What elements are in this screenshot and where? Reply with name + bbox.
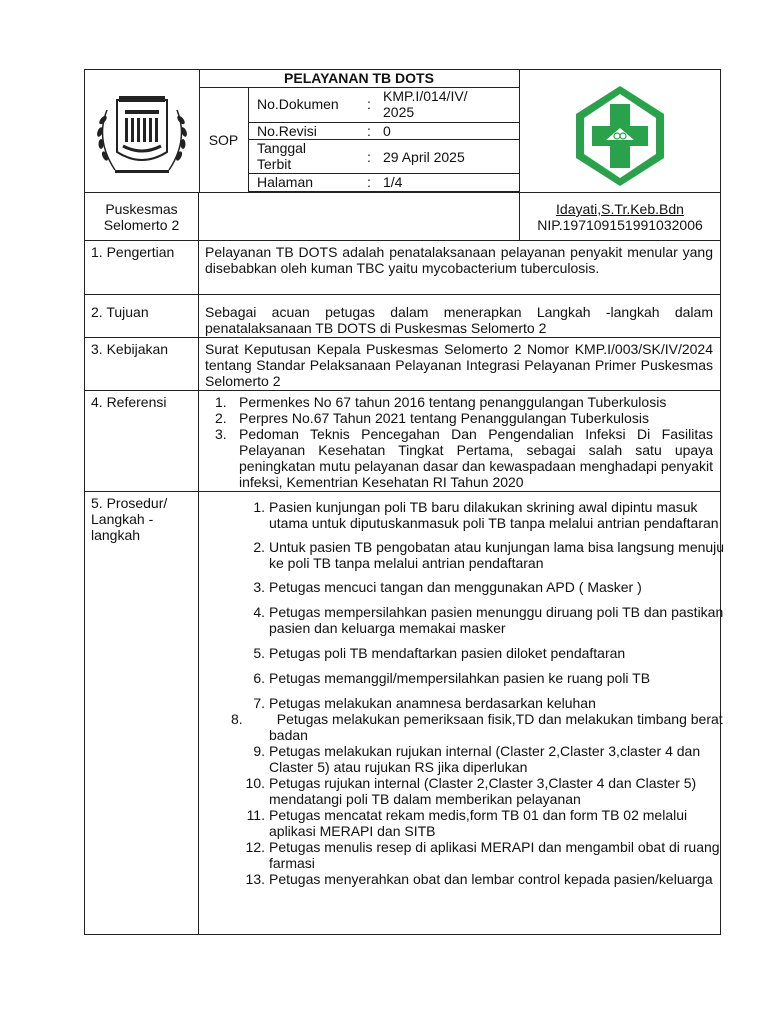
puskesmas-logo (519, 70, 721, 192)
list-item (205, 394, 713, 410)
section-text: Sebagai acuan petugas dalam menerapkan Langkah -langkah dalam penatalaksanaan TB DOTS di Puskesmas Selomerto 2 (205, 304, 713, 336)
meta-colon: : (367, 123, 371, 139)
list-item (227, 670, 729, 686)
list-item (205, 410, 713, 426)
list-number: 3. (215, 426, 227, 442)
sop-document (84, 69, 727, 935)
list-text: Untuk pasien TB pengobatan atau kunjungan lama bisa langsung menuju ke poli TB tanpa melalui antrian pendaftaran (269, 539, 725, 571)
list-number: 1. (253, 499, 265, 515)
prosedur-list (227, 499, 729, 887)
regency-emblem (85, 70, 200, 192)
document-title: PELAYANAN TB DOTS (199, 70, 519, 88)
puskesmas-logo-icon (520, 70, 721, 192)
signatory-name: Idayati,S.Tr.Keb.Bdn (556, 201, 684, 217)
list-item (227, 579, 729, 595)
list-number: 4. (253, 604, 265, 620)
meta-row-no-dokumen (249, 88, 519, 123)
list-number: 6. (253, 670, 265, 686)
list-number: 2. (215, 410, 227, 426)
meta-key: No.Dokumen (257, 96, 339, 112)
list-item (227, 839, 729, 871)
meta-row-no-revisi (249, 123, 519, 140)
section-referensi (85, 391, 720, 492)
list-number: 10. (245, 775, 265, 791)
list-text: Petugas rujukan internal (Claster 2,Claster 3,Claster 4 dan Claster 5) mendatangi poli TB dalam memberikan pelayanan (269, 775, 697, 807)
section-kebijakan (85, 338, 720, 391)
list-text: Petugas poli TB mendaftarkan pasien diloket pendaftaran (269, 645, 626, 661)
sop-label: SOP (199, 88, 249, 192)
list-number: 9. (253, 743, 265, 759)
section-text: Surat Keputusan Kepala Puskesmas Selomerto 2 Nomor KMP.I/003/SK/IV/2024 tentang Standar Pelaksanaan Pelayanan Integrasi Pelayanan Primer Puskesmas Selomerto 2 (205, 341, 713, 389)
list-number: 12. (245, 839, 265, 855)
puskesmas-unit: Puskesmas Selomerto 2 (85, 193, 199, 240)
meta-key: Halaman (257, 174, 314, 190)
list-number: 7. (253, 695, 265, 711)
list-text: Petugas melakukan rujukan internal (Claster 2,Claster 3,claster 4 dan Claster 5) atau rujukan RS jika diperlukan (269, 743, 701, 775)
list-text: Petugas mempersilahkan pasien menunggu diruang poli TB dan pastikan pasien dan keluarga memakai masker (269, 604, 724, 636)
meta-key: Tanggal Terbit (257, 140, 307, 172)
list-item (227, 743, 729, 775)
list-number: 1. (215, 394, 227, 410)
list-number: 2. (253, 539, 265, 555)
list-text: Petugas memanggil/mempersilahkan pasien ke ruang poli TB (269, 670, 651, 686)
meta-value: KMP.I/014/IV/ 2025 (383, 88, 468, 120)
list-text: Petugas menyerahkan obat dan lembar control kepada pasien/keluarga (269, 871, 713, 887)
list-number: 8. (231, 711, 243, 727)
list-text: Pedoman Teknis Pencegahan Dan Pengendalian Infeksi Di Fasilitas Pelayanan Kesehatan Tingkat Pertama, sebagai salah satu upaya peningkatan mutu pelayanan dasar dan kewaspadaan menghadapi penyakit infeksi, Kementrian Kesehatan RI Tahun 2020 (239, 426, 713, 490)
list-number: 3. (253, 579, 265, 595)
list-text: Permenkes No 67 tahun 2016 tentang penanggulangan Tuberkulosis (239, 394, 667, 410)
meta-colon: : (367, 174, 371, 190)
list-item (227, 645, 729, 661)
meta-colon: : (367, 149, 371, 165)
list-item (227, 604, 729, 636)
meta-value: 1/4 (383, 174, 403, 190)
meta-value: 29 April 2025 (383, 149, 465, 165)
section-label: 2. Tujuan (85, 295, 199, 337)
list-text: Petugas mencuci tangan dan menggunakan APD ( Masker ) (269, 579, 642, 595)
list-item (227, 711, 729, 743)
signatory-nip: NIP.197109151991032006 (537, 217, 703, 233)
list-item (227, 775, 729, 807)
list-item (227, 499, 729, 531)
list-text: Petugas melakukan pemeriksaan fisik,TD dan melakukan timbang berat badan (269, 711, 727, 743)
section-text: Pelayanan TB DOTS adalah penatalaksanaan pelayanan penyakit menular yang disebabkan oleh kuman TBC yaitu mycobacterium tuberculosis. (205, 244, 713, 276)
list-text: Pasien kunjungan poli TB baru dilakukan skrining awal dipintu masuk utama untuk diputuskanmasuk poli TB tanpa melalui antrian pendaftaran (269, 499, 719, 531)
section-prosedur (85, 492, 727, 935)
list-item (227, 539, 729, 571)
signatory (519, 193, 720, 240)
section-tujuan (85, 295, 720, 338)
section-label: 1. Pengertian (85, 241, 199, 294)
section-pengertian (85, 241, 720, 295)
section-label: 4. Referensi (85, 391, 199, 491)
regency-emblem-icon (85, 70, 199, 192)
list-number: 11. (246, 807, 265, 823)
referensi-list (205, 394, 713, 490)
list-number: 13. (245, 871, 265, 887)
list-item (205, 426, 713, 490)
list-number: 5. (253, 645, 265, 661)
list-text: Perpres No.67 Tahun 2021 tentang Penanggulangan Tuberkulosis (239, 410, 649, 426)
list-item (227, 695, 729, 711)
meta-row-halaman (249, 174, 519, 192)
list-item (227, 871, 729, 887)
section-label: 3. Kebijakan (85, 338, 199, 390)
list-text: Petugas mencatat rekam medis,form TB 01 dan form TB 02 melalui aplikasi MERAPI dan SITB (269, 807, 688, 839)
org-row (85, 193, 720, 241)
list-text: Petugas melakukan anamnesa berdasarkan keluhan (269, 695, 596, 711)
list-item (227, 807, 729, 839)
meta-row-tanggal-terbit (249, 140, 519, 174)
meta-value: 0 (383, 123, 391, 139)
meta-key: No.Revisi (257, 123, 317, 139)
section-label: 5. Prosedur/ Langkah - langkah (85, 492, 199, 935)
document-header (85, 70, 720, 193)
meta-colon: : (367, 96, 371, 112)
list-text: Petugas menulis resep di aplikasi MERAPI dan mengambil obat di ruang farmasi (269, 839, 720, 871)
